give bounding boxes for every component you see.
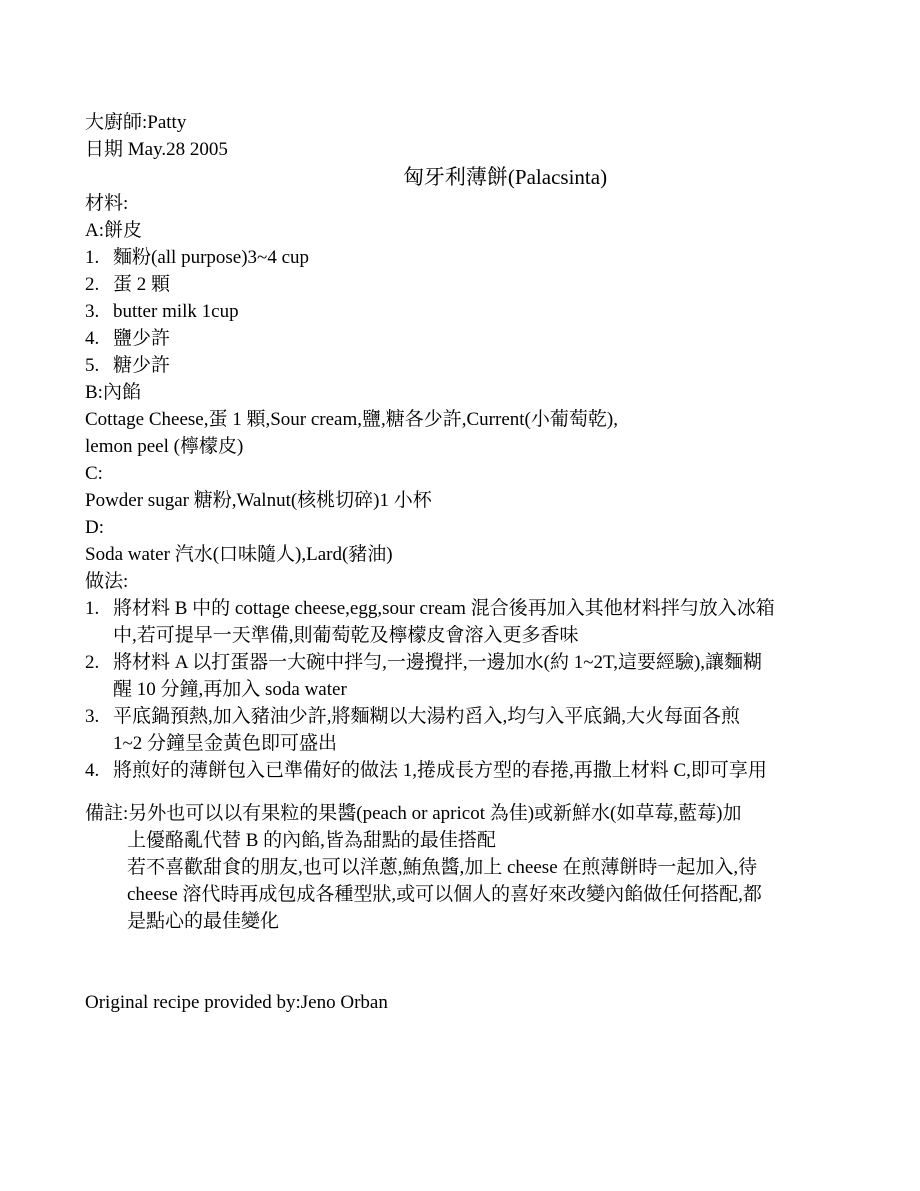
note-line: 若不喜歡甜食的朋友,也可以洋蔥,鮪魚醬,加上 cheese 在煎薄餅時一起加入,待	[127, 857, 758, 878]
step-line: 中,若可提早一天準備,則葡萄乾及檸檬皮會溶入更多香味	[113, 625, 579, 646]
step-text	[113, 703, 845, 757]
chef-line: 大廚師:Patty	[85, 112, 187, 133]
ingredient-text: butter milk 1cup	[113, 301, 239, 322]
section-spacer	[85, 935, 845, 989]
note-block	[85, 800, 845, 935]
step-text	[113, 757, 845, 784]
section-b-line: Cottage Cheese,蛋 1 顆,Sour cream,鹽,糖各少許,Current(小葡萄乾),	[85, 409, 618, 430]
ingredient-text: 麵粉(all purpose)3~4 cup	[113, 247, 310, 268]
method-step	[85, 595, 845, 649]
list-number: 1.	[85, 247, 100, 268]
method-heading: 做法:	[85, 571, 129, 592]
materials-heading: 材料:	[85, 193, 129, 214]
method-step	[85, 757, 845, 784]
list-number: 1.	[85, 598, 100, 619]
section-a-heading: A:餅皮	[85, 220, 143, 241]
date-line: 日期 May.28 2005	[85, 139, 228, 160]
note-line: 是點心的最佳變化	[127, 911, 280, 932]
recipe-credit: Original recipe provided by:Jeno Orban	[85, 992, 388, 1013]
note-line: 上優酪亂代替 B 的內餡,皆為甜點的最佳搭配	[127, 830, 496, 851]
section-b-line: lemon peel (檸檬皮)	[85, 436, 244, 457]
step-text	[113, 649, 845, 703]
list-number: 5.	[85, 355, 100, 376]
list-number: 2.	[85, 274, 100, 295]
list-number: 3.	[85, 301, 100, 322]
ingredient-text: 鹽少許	[113, 328, 171, 349]
ingredient-text: 蛋 2 顆	[113, 274, 171, 295]
section-d-line: Soda water 汽水(口味隨人),Lard(豬油)	[85, 544, 393, 565]
section-b-heading: B:內餡	[85, 382, 141, 403]
section-c-line: Powder sugar 糖粉,Walnut(核桃切碎)1 小杯	[85, 490, 432, 511]
section-spacer	[85, 784, 845, 800]
ingredient-item	[85, 325, 845, 352]
step-line: 將煎好的薄餅包入已準備好的做法 1,捲成長方型的春捲,再撒上材料 C,即可享用	[113, 760, 767, 781]
section-c-heading: C:	[85, 463, 103, 484]
ingredient-text: 糖少許	[113, 355, 171, 376]
recipe-title: 匈牙利薄餅(Palacsinta)	[402, 165, 608, 189]
recipe-document	[85, 109, 845, 1016]
step-line: 平底鍋預熱,加入豬油少許,將麵糊以大湯杓舀入,均勻入平底鍋,大火每面各煎	[113, 706, 741, 727]
list-number: 4.	[85, 328, 100, 349]
step-line: 醒 10 分鐘,再加入 soda water	[113, 679, 347, 700]
ingredient-item	[85, 271, 845, 298]
method-step	[85, 703, 845, 757]
note-line: 備註:另外也可以以有果粒的果醬(peach or apricot 為佳)或新鮮水(如草莓,藍莓)加	[85, 803, 742, 824]
step-line: 將材料 A 以打蛋器一大碗中拌勻,一邊攪拌,一邊加水(約 1~2T,這要經驗),讓麵糊	[113, 652, 763, 673]
step-line: 1~2 分鐘呈金黃色即可盛出	[113, 733, 338, 754]
list-number: 2.	[85, 652, 100, 673]
ingredient-item	[85, 352, 845, 379]
ingredient-item	[85, 298, 845, 325]
step-text	[113, 595, 845, 649]
list-number: 4.	[85, 760, 100, 781]
list-number: 3.	[85, 706, 100, 727]
ingredient-item	[85, 244, 845, 271]
step-line: 將材料 B 中的 cottage cheese,egg,sour cream 混合後再加入其他材料拌勻放入冰箱	[113, 598, 775, 619]
method-step	[85, 649, 845, 703]
note-line: cheese 溶代時再成包成各種型狀,或可以個人的喜好來改變內餡做任何搭配,都	[127, 884, 762, 905]
section-d-heading: D:	[85, 517, 104, 538]
